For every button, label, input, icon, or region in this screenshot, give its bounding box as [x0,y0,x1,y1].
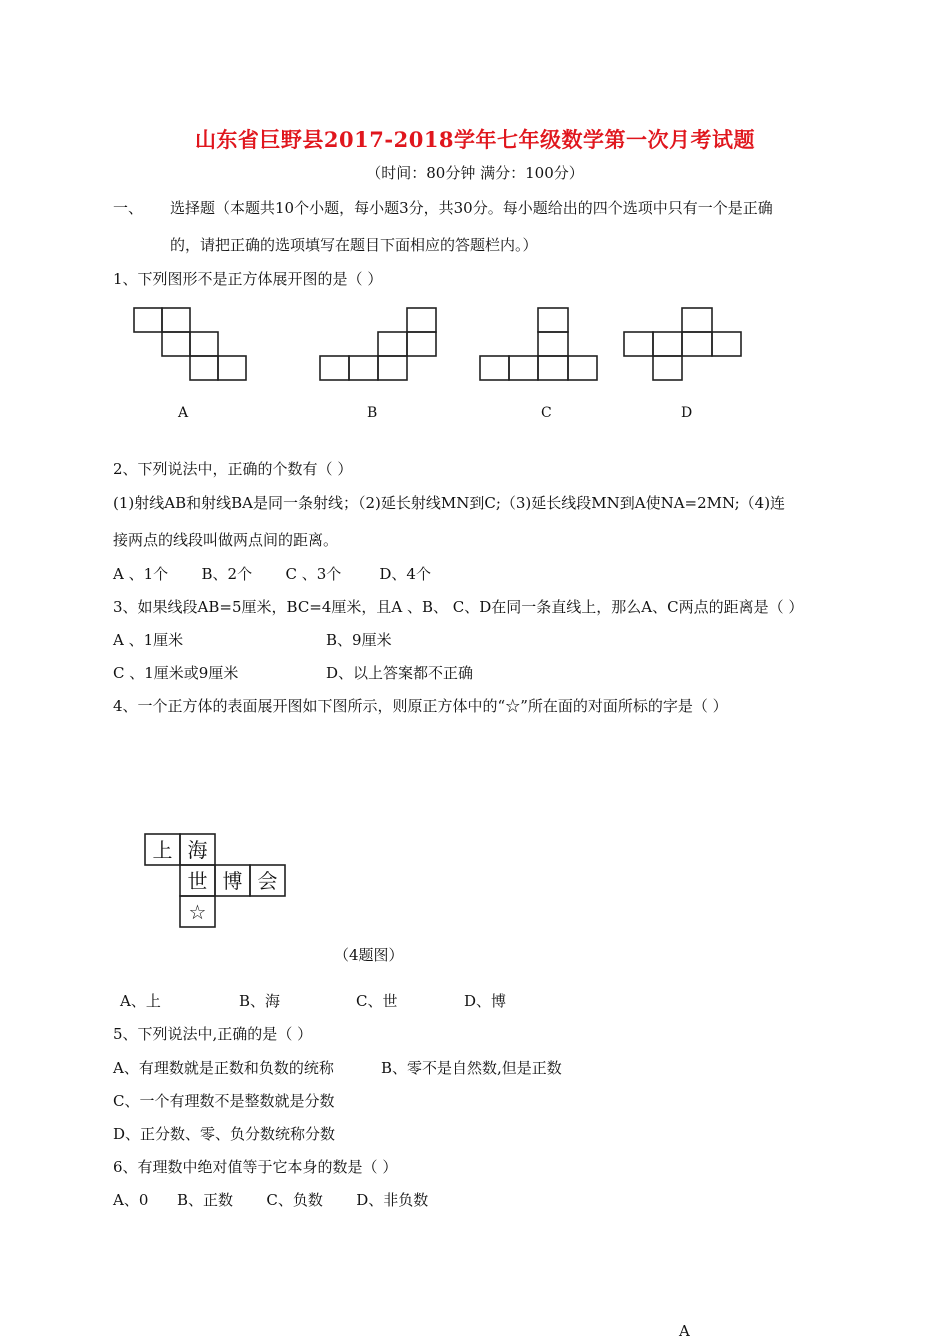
net-cell-star: ☆ [188,900,207,924]
net-cell-shi: 世 [187,869,208,893]
question-2: 2、下列说法中，正确的个数有（ ） [113,460,353,478]
question-3-option-d: D、以上答案都不正确 [326,664,474,682]
question-5-option-a: A、有理数就是正数和负数的统称 [113,1059,334,1077]
q1-cube-nets-figure [110,300,830,430]
question-3-option-c: C 、1厘米或9厘米 [113,664,239,682]
net-cell-shang: 上 [152,838,173,862]
question-3-option-b: B、9厘米 [326,631,392,649]
q4-cube-net-figure [140,830,290,932]
document-subtitle: （时间：80分钟 满分：100分） [366,164,584,182]
question-6-options: A、0 B、正数 C、负数 D、非负数 [113,1191,429,1209]
q1-label-c: C [541,405,552,421]
footer-mark: A [679,1322,690,1340]
q1-label-a: A [178,405,189,421]
question-4: 4、一个正方体的表面展开图如下图所示，则原正方体中的“☆”所在面的对面所标的字是（ ） [113,697,728,715]
question-4-option-c: C、世 [356,992,398,1010]
question-6: 6、有理数中绝对值等于它本身的数是（ ） [113,1158,398,1176]
net-cell-hui: 会 [257,869,278,893]
net-cell-bo: 博 [222,869,243,893]
net-b [320,308,436,380]
document-title: 山东省巨野县2017-2018学年七年级数学第一次月考试题 [194,127,756,152]
q1-label-d: D [681,405,693,421]
question-3: 3、如果线段AB=5厘米，BC=4厘米，且A 、B、 C、D在同一条直线上，那么A、C两点的距离是（ ） [113,598,804,616]
question-4-option-a: A、上 [120,992,161,1010]
net-cell-hai: 海 [187,838,208,862]
question-5: 5、下列说法中,正确的是（ ） [113,1025,313,1043]
section-instruction-line2: 的，请把正确的选项填写在题目下面相应的答题栏内。） [170,236,538,254]
net-d [624,308,741,380]
question-2-statement-line1: (1)射线AB和射线BA是同一条射线；（2)延长射线MN到C;（3)延长线段MN到A使NA=2MN;（4)连 [113,494,786,512]
question-2-options: A 、1个 B、2个 C 、3个 D、4个 [113,565,431,583]
question-2-statement-line2: 接两点的线段叫做两点间的距离。 [113,531,339,549]
question-4-option-d: D、博 [464,992,507,1010]
section-instruction-line1: 选择题（本题共10个小题，每小题3分，共30分。每小题给出的四个选项中只有一个是正确 [170,199,773,217]
question-5-option-b: B、零不是自然数,但是正数 [381,1059,562,1077]
net-a [134,308,246,380]
question-4-option-b: B、海 [239,992,281,1010]
question-4-caption: （4题图） [334,946,404,964]
question-3-option-a: A 、1厘米 [113,631,184,649]
section-number: 一、 [113,199,144,217]
question-1: 1、下列图形不是正方体展开图的是（ ） [113,270,383,288]
question-5-option-d: D、正分数、零、负分数统称分数 [113,1125,336,1143]
net-c [480,308,597,380]
q1-label-b: B [367,405,378,421]
question-5-option-c: C、一个有理数不是整数就是分数 [113,1092,335,1110]
